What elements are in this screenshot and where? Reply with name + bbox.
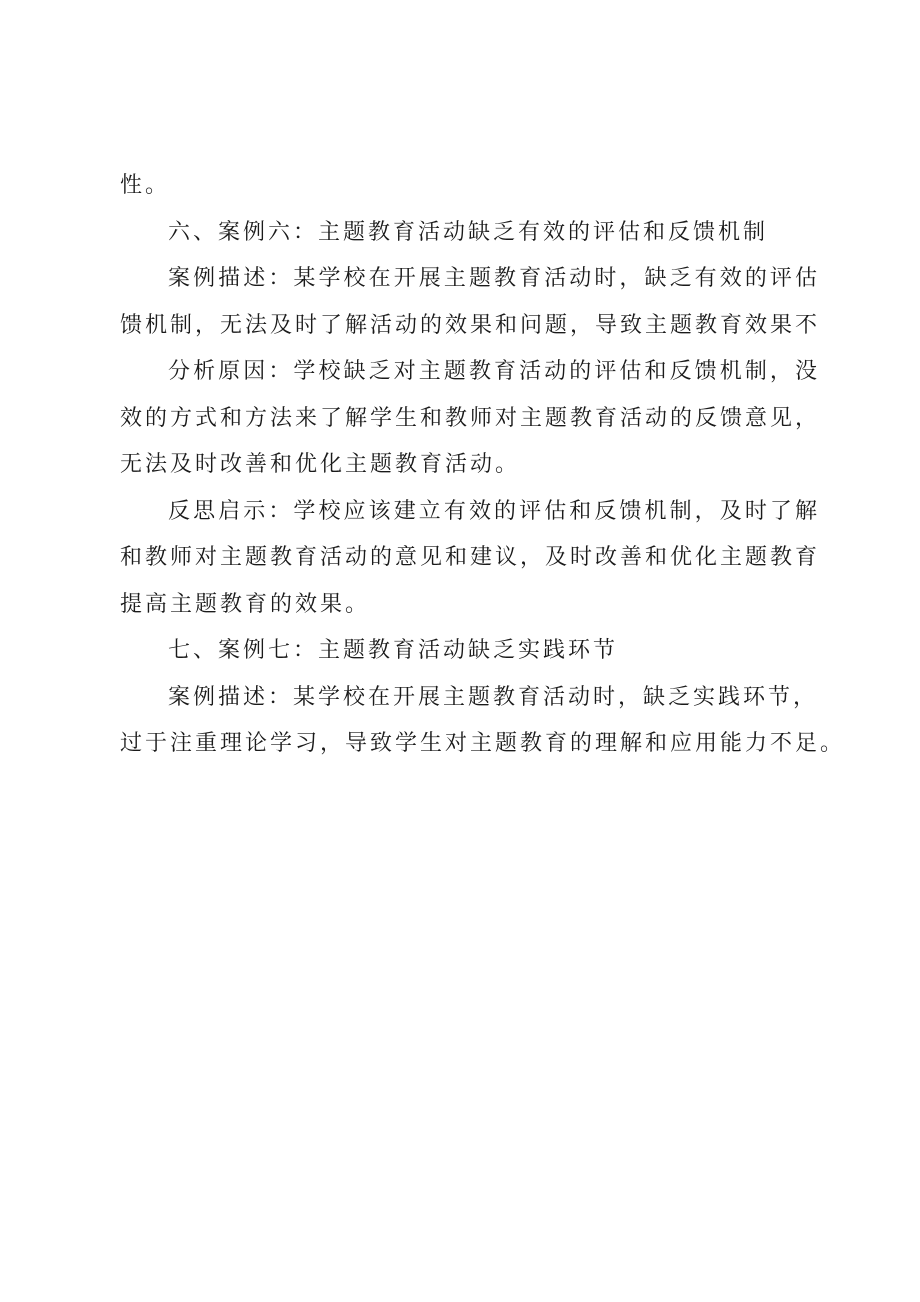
text-line: 馈机制，无法及时了解活动的效果和问题，导致主题教育效果不 <box>120 312 820 338</box>
text-line: 提高主题教育的效果。 <box>120 591 371 617</box>
section-heading-case-seven: 七、案例七：主题教育活动缺乏实践环节 <box>168 638 619 663</box>
text-line: 无法及时改善和优化主题教育活动。 <box>120 452 521 477</box>
text-line: 反思启示：学校应该建立有效的评估和反馈机制，及时了解 <box>168 498 820 524</box>
text-line: 案例描述：某学校在开展主题教育活动时，缺乏实践环节， <box>168 684 819 710</box>
text-line: 过于注重理论学习，导致学生对主题教育的理解和应用能力不足。 <box>120 731 846 756</box>
section-heading-case-six: 六、案例六：主题教育活动缺乏有效的评估和反馈机制 <box>168 219 769 245</box>
text-line: 分析原因：学校缺乏对主题教育活动的评估和反馈机制，没 <box>168 359 820 384</box>
document-page <box>120 163 846 768</box>
text-line: 性。 <box>120 173 171 198</box>
text-line: 和教师对主题教育活动的意见和建议，及时改善和优化主题教育 <box>120 545 820 570</box>
text-line: 效的方式和方法来了解学生和教师对主题教育活动的反馈意见， <box>120 405 820 431</box>
text-line: 案例描述：某学校在开展主题教育活动时，缺乏有效的评估 <box>168 266 820 291</box>
